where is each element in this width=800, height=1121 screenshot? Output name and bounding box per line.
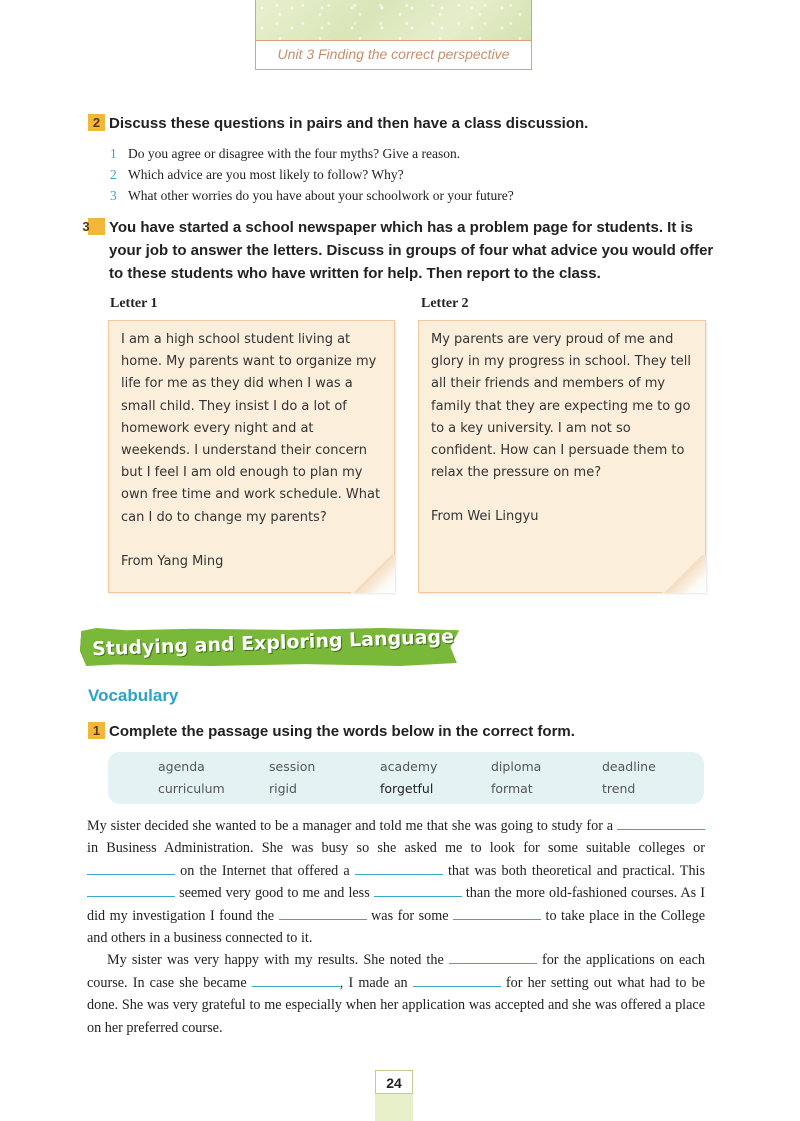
word-item: forgetful [380, 781, 434, 796]
answer-blank[interactable] [453, 907, 541, 920]
word-item: trend [602, 781, 636, 796]
letter1-body: I am a high school student living at home. My parents want to organize my life for me as they did when I was a small child. They insist I do a lot of homework every night and at weekends. I understand their concern but I feel I am old enough to plan my own free time and work schedule. What can I do to change my parents? [121, 332, 381, 525]
answer-blank[interactable] [279, 907, 367, 920]
answer-blank[interactable] [87, 884, 175, 897]
answer-blank[interactable] [449, 951, 537, 964]
task2-number-badge: 2 [88, 114, 105, 131]
unit-header [255, 0, 532, 70]
vocab-task-instruction: Complete the passage using the words below in the correct form. [109, 723, 575, 740]
question-item: 3 What other worries do you have about your schoolwork or your future? [110, 188, 514, 203]
word-item: format [491, 781, 533, 796]
page-number: 24 [375, 1070, 413, 1094]
task3-heading [82, 216, 718, 285]
answer-blank[interactable] [413, 974, 501, 987]
cloze-passage [87, 815, 705, 1039]
page-curl-decoration [662, 555, 706, 593]
letter1-card [108, 320, 395, 593]
letter2-label: Letter 2 [421, 296, 469, 311]
word-item: academy [380, 759, 438, 774]
letter2-from: From Wei Lingyu [431, 509, 539, 525]
passage-paragraph-1: My sister decided she wanted to be a manager and told me that she was going to study for a in Business Administration. She was busy so she asked me to look for some suitable colleges or on the Internet that offered a that was both theoretical and practical. This seemed very good to me and less than the more old-fashioned courses. As I did my investigation I found the was for some to take place in the College and others in a business connected to it. [87, 818, 706, 947]
task3-instruction: You have started a school newspaper which has a problem page for students. It is your job to answer the letters. Discuss in groups of four what advice you would offer to these students who have written for help. Then report to the class. [109, 219, 714, 282]
header-illustration [256, 0, 531, 41]
word-item: rigid [269, 781, 297, 796]
task2-instruction: Discuss these questions in pairs and then have a class discussion. [109, 115, 589, 132]
unit-title: Unit 3 Finding the correct perspective [277, 46, 510, 62]
word-item: deadline [602, 759, 656, 774]
task2-questions [110, 143, 514, 206]
passage-paragraph-2: My sister was very happy with my results. She noted the for the applications on each course. In case she became , I made an for her setting out what had to be done. She was very grateful to me especially when her application was accepted and she was offered a place on her preferred course. [87, 952, 705, 1036]
task3-number-badge: 3 [88, 218, 105, 235]
answer-blank[interactable] [87, 862, 175, 875]
vocab-task-heading [88, 722, 575, 740]
word-item: agenda [158, 759, 205, 774]
vocab-task-number-badge: 1 [88, 722, 105, 739]
answer-blank[interactable] [617, 817, 705, 830]
word-bank-grid [158, 756, 713, 800]
task2-heading [88, 114, 588, 132]
letter1-label: Letter 1 [110, 296, 158, 311]
letter1-from: From Yang Ming [121, 553, 224, 569]
page-curl-decoration [351, 555, 395, 593]
question-item: 2 Which advice are you most likely to follow? Why? [110, 167, 404, 182]
answer-blank[interactable] [355, 862, 443, 875]
letter2-body: My parents are very proud of me and glory in my progress in school. They tell all their friends and members of my family that they are expecting me to go to a key university. I am not so confident. How can I persuade them to relax the pressure on me? [431, 332, 691, 481]
letter2-card [418, 320, 706, 593]
word-item: session [269, 759, 316, 774]
answer-blank[interactable] [252, 974, 340, 987]
word-item: diploma [491, 759, 542, 774]
vocabulary-title: Vocabulary [88, 686, 179, 705]
section-banner-title: Studying and Exploring Language [91, 625, 455, 661]
answer-blank[interactable] [374, 884, 462, 897]
word-item: curriculum [158, 781, 225, 796]
question-item: 1 Do you agree or disagree with the four myths? Give a reason. [110, 146, 461, 161]
page-number-tab [375, 1070, 413, 1121]
